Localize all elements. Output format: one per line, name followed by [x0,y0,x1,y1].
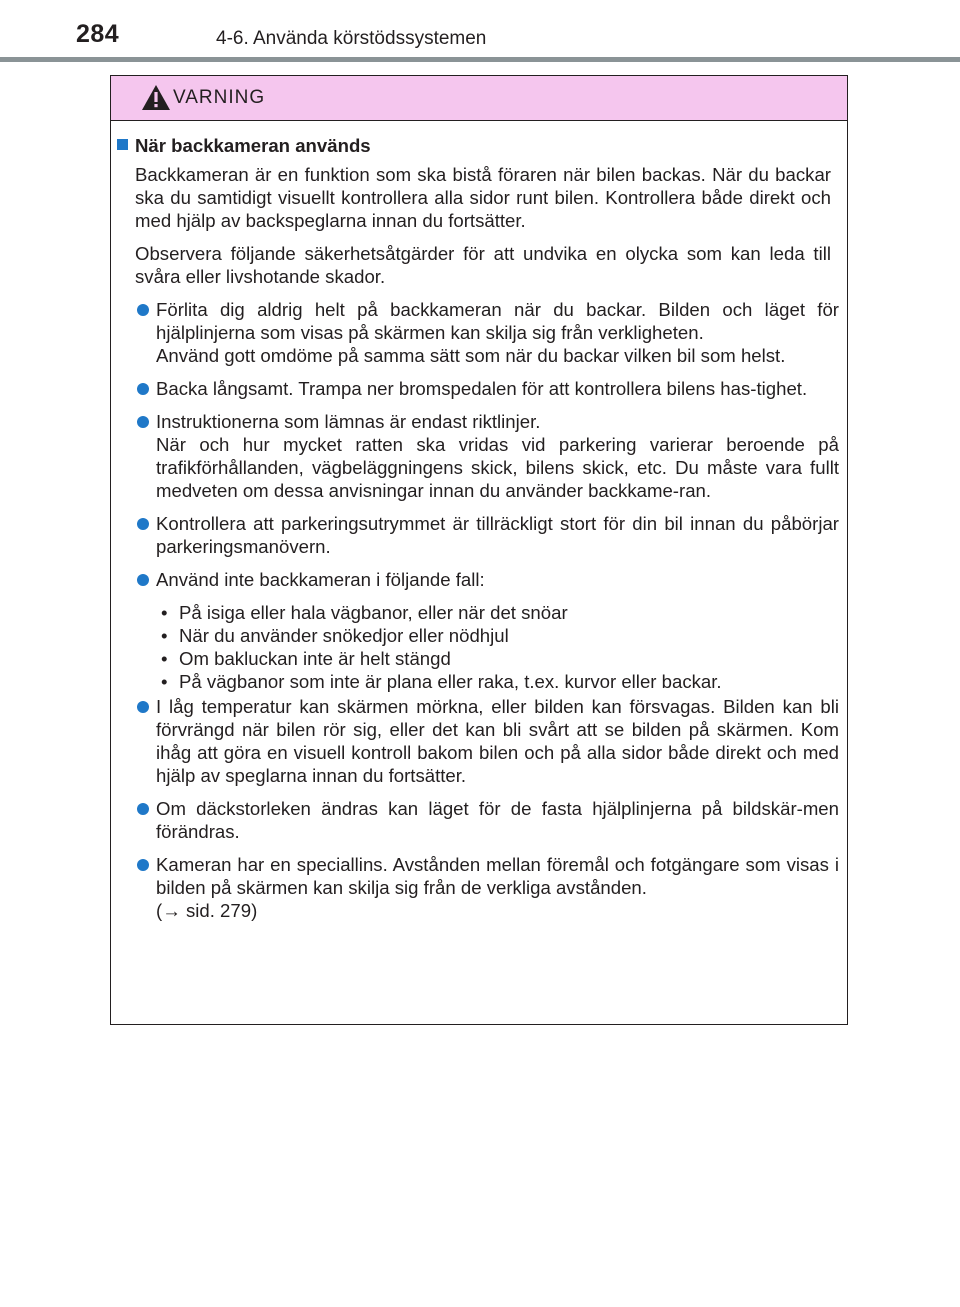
bullet-text: Använd gott omdöme på samma sätt som när du backar vilken bil som helst. [156,345,786,366]
bullet-text: Förlita dig aldrig helt på backkameran när du backar. Bilden och läget för hjälplinjerna som visas på skärmen kan skilja sig från verkligheten. [156,299,839,343]
warning-heading [117,134,839,157]
bullet-text: Använd inte backkameran i följande fall: [156,569,485,590]
header-rule [0,57,960,62]
circle-bullet-icon [137,383,149,395]
intro-paragraph: Backkameran är en funktion som ska bistå föraren när bilen backas. När du backar ska du samtidigt visuellt kontrollera alla sidor runt bilen. Kontrollera både direkt och med hjälp av backspeglarna innan du fortsätter. [135,164,831,231]
bullet-text: I låg temperatur kan skärmen mörkna, eller bilden kan försvagas. Bilden kan bli förvrängd när bilen rör sig, eller det kan bli svårt att se bilden på skärmen. Kom ihåg att göra en visuell kontroll bakom bilen och på alla sidor både direkt och med hjälp av speglarna innan du fortsätter. [156,696,839,786]
circle-bullet-icon [137,416,149,428]
page-number: 284 [76,20,120,48]
bullet-item [117,853,839,922]
bullet-text: Kontrollera att parkeringsutrymmet är tillräckligt stort för din bil innan du påbörjar parkeringsmanövern. [156,513,839,557]
bullet-text: Instruktionerna som lämnas är endast riktlinjer. [156,411,541,432]
circle-bullet-icon [137,574,149,586]
intro-paragraph: Observera följande säkerhetsåtgärder för att undvika en olycka som kan leda till svåra eller livshotande skador. [135,243,831,287]
bullet-item [117,695,839,787]
bullet-item [117,410,839,502]
page-header [0,0,960,70]
sub-list [117,601,839,693]
bullet-item [117,377,839,400]
section-title: 4-6. Använda körstödssystemen [216,28,487,49]
circle-bullet-icon [137,701,149,713]
warning-triangle-icon [141,84,171,111]
bullet-item [117,298,839,367]
bullet-item [117,568,839,591]
sub-list-item: • På vägbanor som inte är plana eller raka, t.ex. kurvor eller backar. [161,670,839,693]
bullet-text: Backa långsamt. Trampa ner bromspedalen för att kontrollera bilens has-tighet. [156,378,808,399]
bullet-text: Kameran har en speciallins. Avstånden mellan föremål och fotgängare som visas i bilden på skärmen kan skilja sig från de verkliga avstånden. [156,854,839,898]
circle-bullet-icon [137,518,149,530]
heading-text: När backkameran används [135,135,371,156]
bullet-text: (→ sid. 279) [156,900,258,921]
sub-list-item: • På isiga eller hala vägbanor, eller när det snöar [161,601,839,624]
bullet-text: När och hur mycket ratten ska vridas vid parkering varierar beroende på trafikförhållanden, vägbeläggningens skick, bilens skick, etc. Du måste vara fullt medveten om dessa anvisningar innan du använder backkame-ran. [156,434,839,501]
warning-label: VARNING [173,87,266,108]
square-bullet-icon [117,139,128,150]
bullet-item [117,512,839,558]
sub-list-item: • När du använder snökedjor eller nödhjul [161,624,839,647]
bullet-item [117,797,839,843]
warning-content [117,134,839,932]
circle-bullet-icon [137,304,149,316]
warning-header [111,76,847,121]
bullet-text: Om däckstorleken ändras kan läget för de fasta hjälplinjerna på bildskär-men förändras. [156,798,839,842]
circle-bullet-icon [137,803,149,815]
sub-list-item: • Om bakluckan inte är helt stängd [161,647,839,670]
warning-box [110,75,848,1025]
circle-bullet-icon [137,859,149,871]
